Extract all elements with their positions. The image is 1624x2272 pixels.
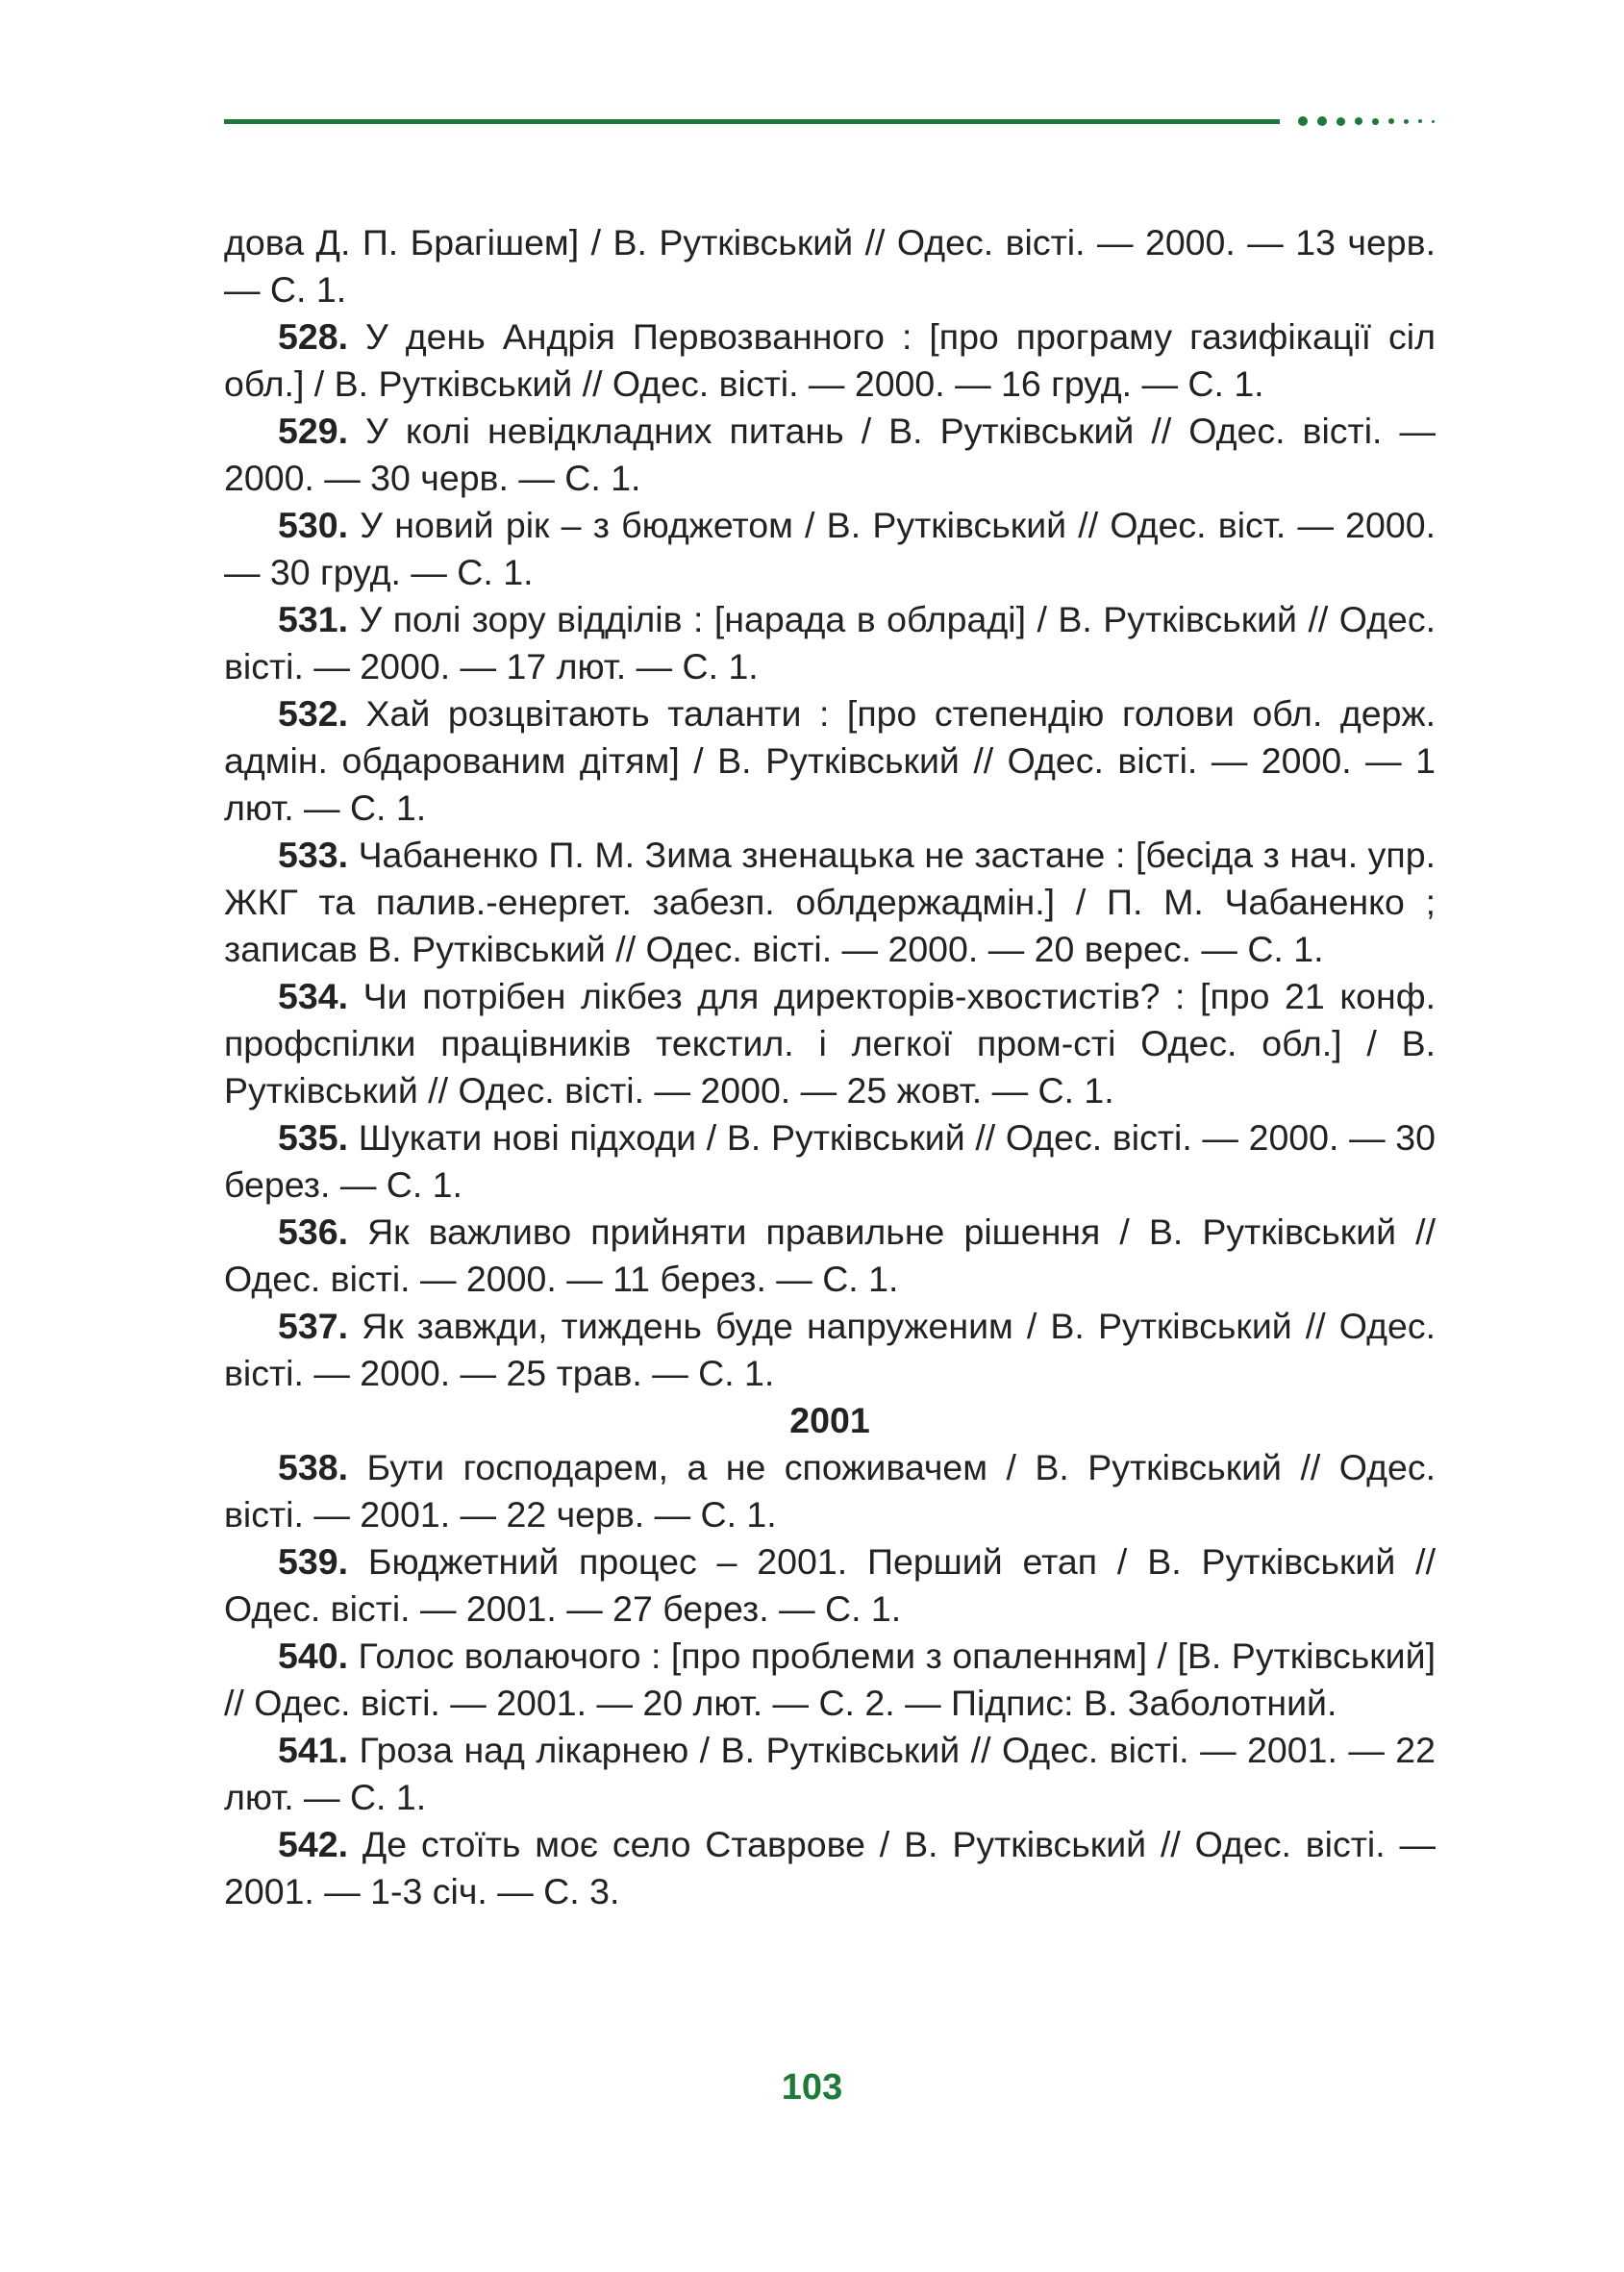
entry-text: У полі зору відділів : [нарада в облраді] / В. Рутківський // Одес. вісті. — 2000. — 17 лют. — С. 1. bbox=[224, 599, 1436, 687]
entry-number: 537. bbox=[278, 1306, 348, 1346]
bibliography-entry bbox=[224, 313, 1436, 408]
entry-text: Гроза над лікарнею / В. Рутківський // Одес. вісті. — 2001. — 22 лют. — С. 1. bbox=[224, 1730, 1436, 1817]
entry-number: 538. bbox=[278, 1447, 348, 1487]
entry-number: 535. bbox=[278, 1117, 348, 1158]
entry-number: 534. bbox=[278, 976, 348, 1016]
entry-text: Бути господарем, а не споживачем / В. Рутківський // Одес. вісті. — 2001. — 22 черв. — С. 1. bbox=[224, 1447, 1436, 1535]
entry-number: 542. bbox=[278, 1824, 348, 1864]
rule-dot bbox=[1298, 116, 1308, 126]
header-rule bbox=[224, 116, 1455, 126]
entry-number: 531. bbox=[278, 599, 348, 639]
entry-number: 540. bbox=[278, 1635, 348, 1676]
rule-dot bbox=[1404, 119, 1409, 124]
bibliography-entry bbox=[224, 408, 1436, 502]
bibliography-entry bbox=[224, 502, 1436, 596]
entry-text: Як важливо прийняти правильне рішення / В. Рутківський // Одес. вісті. — 2000. — 11 берез. — С. 1. bbox=[224, 1211, 1436, 1299]
entry-number: 532. bbox=[278, 693, 348, 734]
entries-2000 bbox=[224, 313, 1436, 1397]
entries-2001 bbox=[224, 1444, 1436, 1915]
bibliography-entry bbox=[224, 1444, 1436, 1538]
rule-dot bbox=[1317, 116, 1327, 126]
entry-text: Голос волаючого : [про проблеми з опаленням] / [В. Рутківський] // Одес. вісті. — 2001. — 20 лют. — С. 2. — Підпис: В. Заболотний. bbox=[224, 1635, 1436, 1723]
entry-text: Де стоїть моє село Ставрове / В. Рутківський // Одес. вісті. — 2001. — 1-3 січ. — С. 3. bbox=[224, 1824, 1437, 1911]
entry-text: Як завжди, тиждень буде напруженим / В. Рутківський // Одес. вісті. — 2000. — 25 трав. — С. 1. bbox=[224, 1306, 1436, 1393]
year-heading: 2001 bbox=[789, 1400, 870, 1440]
rule-dot bbox=[1388, 118, 1394, 124]
bibliography-entry bbox=[224, 1727, 1436, 1821]
page-number: 103 bbox=[781, 2067, 843, 2108]
entry-text: У новий рік – з бюджетом / В. Рутківський // Одес. віст. — 2000. — 30 груд. — С. 1. bbox=[224, 505, 1436, 592]
bibliography-entry bbox=[224, 1303, 1436, 1397]
entry-text: У день Андрія Первозванного : [про програму газифікації сіл обл.] / В. Рутківський // Одес. вісті. — 2000. — 16 груд. — С. 1. bbox=[224, 316, 1436, 404]
entry-number: 528. bbox=[278, 316, 348, 357]
bibliography-entry bbox=[224, 973, 1436, 1114]
entry-number: 533. bbox=[278, 835, 348, 875]
entry-text: Чи потрібен лікбез для директорів-хвостистів? : [про 21 конф. профспілки працівників текстил. і легкої пром-сті Одес. обл.] / В. Рутківський // Одес. вісті. — 2000. — 25 жовт. — С. 1. bbox=[224, 976, 1436, 1111]
bibliography-entry bbox=[224, 832, 1436, 973]
bibliography-entry bbox=[224, 690, 1436, 832]
entry-text: Шукати нові підходи / В. Рутківський // Одес. вісті. — 2000. — 30 берез. — С. 1. bbox=[224, 1117, 1436, 1205]
bibliography-entry bbox=[224, 1633, 1436, 1727]
bibliography-entry bbox=[224, 1821, 1436, 1915]
entry-number: 529. bbox=[278, 411, 348, 451]
rule-dot bbox=[1372, 118, 1379, 125]
rule-dot bbox=[1432, 120, 1435, 123]
bibliography-entry bbox=[224, 1538, 1436, 1633]
rule-dot bbox=[1355, 117, 1362, 125]
entry-text: У колі невідкладних питань / В. Рутківський // Одес. вісті. — 2000. — 30 черв. — С. 1. bbox=[224, 411, 1436, 498]
bibliography-entry bbox=[224, 1209, 1436, 1303]
entry-number: 530. bbox=[278, 505, 348, 545]
rule-dot bbox=[1337, 117, 1345, 126]
rule-dot bbox=[1418, 119, 1422, 123]
entry-number: 539. bbox=[278, 1541, 348, 1582]
bibliography-body bbox=[224, 219, 1436, 1915]
entry-number: 541. bbox=[278, 1730, 348, 1770]
entry-text: Чабаненко П. М. Зима зненацька не застане : [бесіда з нач. упр. ЖКГ та палив.-енергет. забезп. облдержадмін.] / П. М. Чабаненко ; записав В. Рутківський // Одес. вісті. — 2000. — 20 верес. — С. 1. bbox=[224, 835, 1436, 969]
entry-text: Хай розцвітають таланти : [про степендію голови обл. держ. адмін. обдарованим дітям] / В. Рутківський // Одес. вісті. — 2000. — 1 лют. — С. 1. bbox=[224, 693, 1436, 828]
entry-text: Бюджетний процес – 2001. Перший етап / В. Рутківський // Одес. вісті. — 2001. — 27 берез. — С. 1. bbox=[224, 1541, 1436, 1629]
bibliography-entry bbox=[224, 1114, 1436, 1209]
bibliography-entry bbox=[224, 596, 1436, 690]
header-rule-line bbox=[224, 119, 1280, 124]
continuation-entry: дова Д. П. Брагішем] / В. Рутківський // Одес. вісті. — 2000. — 13 черв. — С. 1. bbox=[224, 222, 1436, 310]
entry-number: 536. bbox=[278, 1211, 348, 1252]
